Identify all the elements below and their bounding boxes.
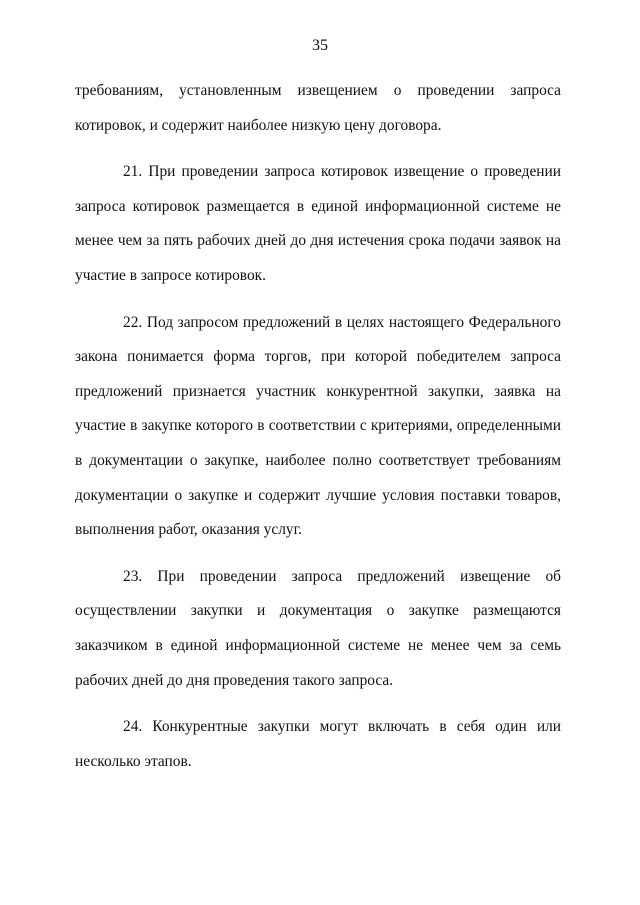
paragraph-22: 22. Под запросом предложений в целях настоящего Федерального закона понимается форма торгов, при которой победителем запроса предложений признается участник конкурентной закупки, заявка на участие в закупке которого в соответствии с критериями, определенными в документации о закупке, наиболее полно соответствует требованиям документации о закупке и содержит лучшие условия поставки товаров, выполнения работ, оказания услуг.	[75, 313, 561, 539]
paragraph-24: 24. Конкурентные закупки могут включать в себя один или несколько этапов.	[75, 718, 561, 770]
document-body	[75, 74, 561, 791]
paragraph-continuation: требованиям, установленным извещением о проведении запроса котировок, и содержит наиболее низкую цену договора.	[75, 82, 561, 134]
page-number: 35	[312, 37, 328, 54]
paragraph-21: 21. При проведении запроса котировок извещение о проведении запроса котировок размещается в единой информационной системе не менее чем за пять рабочих дней до дня истечения срока подачи заявок на участие в запросе котировок.	[75, 163, 561, 284]
paragraph-23: 23. При проведении запроса предложений извещение об осуществлении закупки и документация о закупке размещаются заказчиком в единой информационной системе не менее чем за семь рабочих дней до дня проведения такого запроса.	[75, 567, 561, 689]
